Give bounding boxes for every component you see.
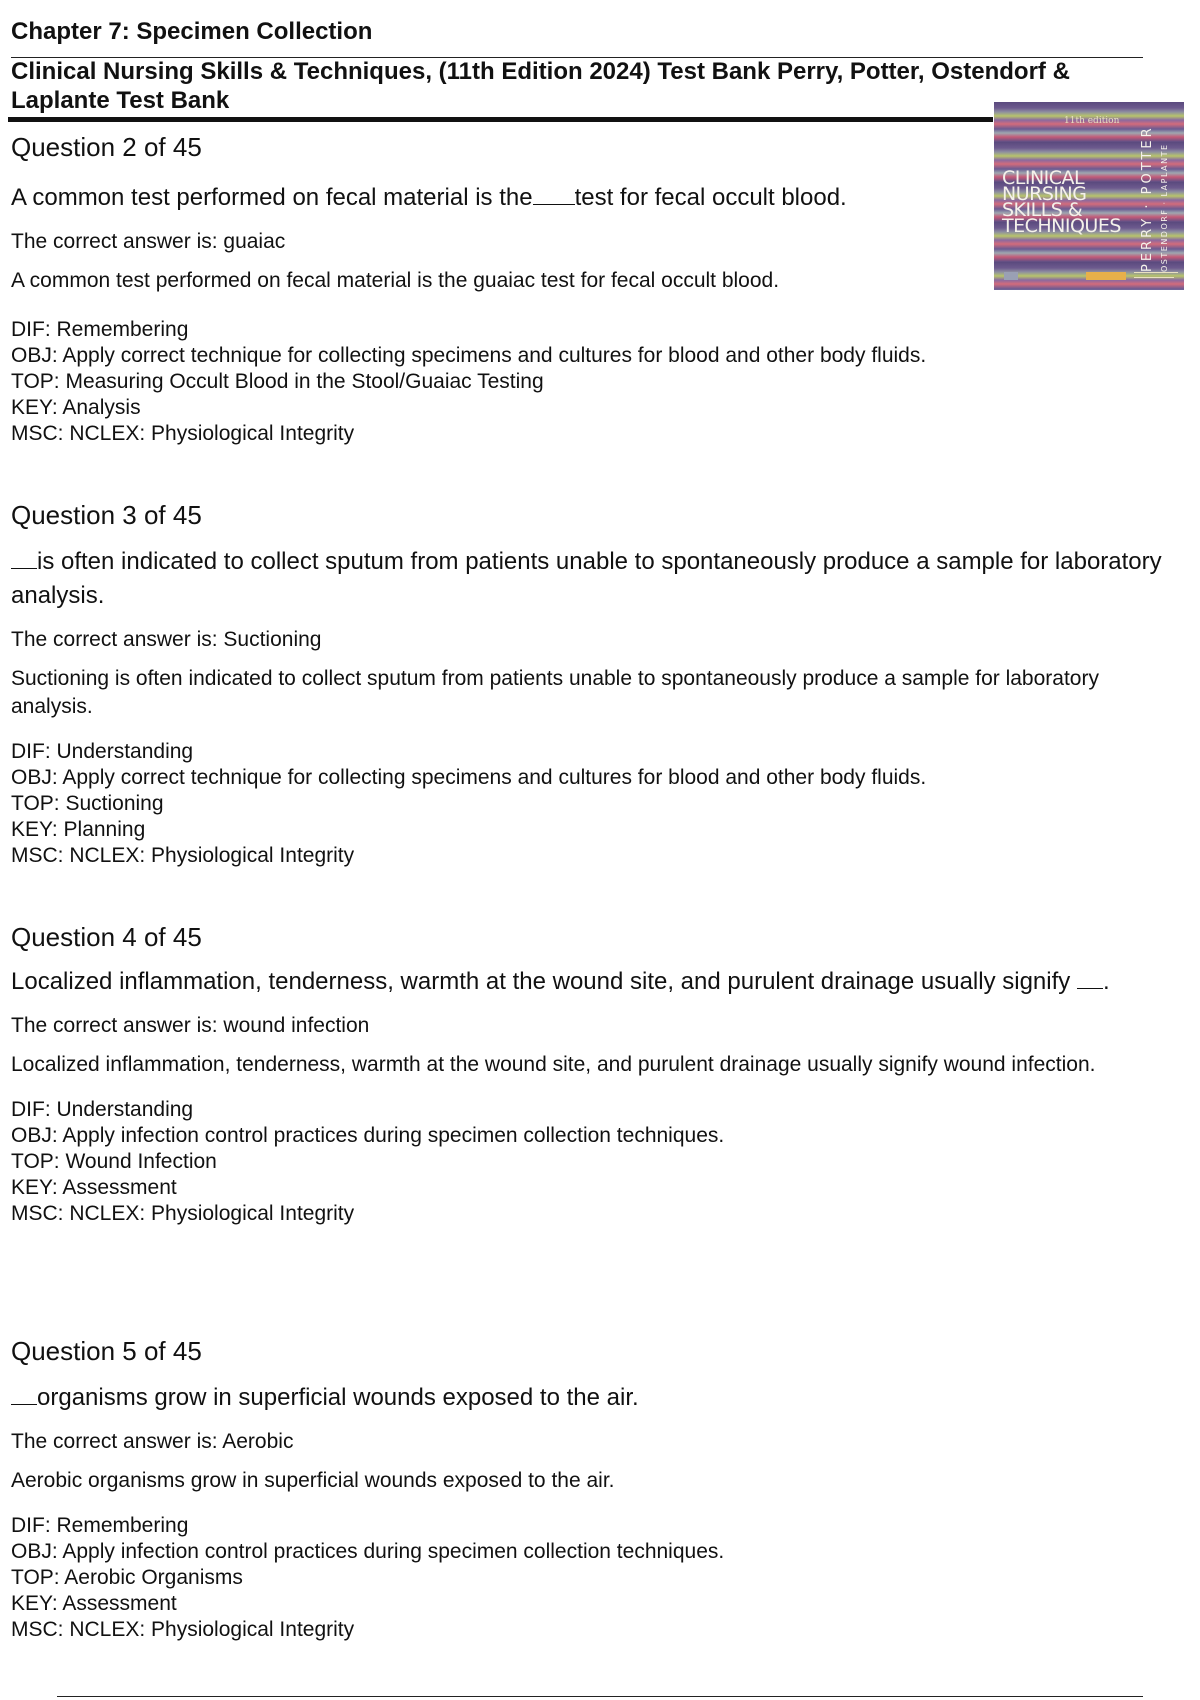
stem-text: organisms grow in superficial wounds exposed to the air.: [37, 1384, 639, 1411]
stem-text: is often indicated to collect sputum from patients unable to spontaneously produce a sample for laboratory analysis.: [11, 548, 1162, 609]
answer-blank: [533, 182, 575, 205]
rationale: Aerobic organisms grow in superficial wounds exposed to the air.: [11, 1469, 615, 1492]
question-stem: [11, 965, 1181, 999]
question-block: [11, 1336, 1181, 1643]
difficulty: DIF: Remembering: [11, 1514, 189, 1537]
key: KEY: Assessment: [11, 1176, 177, 1199]
topic: TOP: Wound Infection: [11, 1150, 217, 1173]
question-header: Question 4 of 45: [11, 922, 202, 952]
correct-answer: The correct answer is: Aerobic: [11, 1430, 294, 1453]
question-metadata: [11, 1097, 1181, 1227]
cover-edition: 11th edition: [1064, 116, 1120, 126]
cover-spine-coauthors: OSTENDORF · LAPLANTE: [1160, 143, 1169, 272]
question-metadata: [11, 739, 1181, 869]
cover-spine-authors: PERRY · POTTER: [1140, 125, 1155, 272]
key: KEY: Analysis: [11, 396, 141, 419]
objective: OBJ: Apply infection control practices during specimen collection techniques.: [11, 1540, 725, 1563]
question-header: Question 3 of 45: [11, 500, 202, 530]
rationale: Localized inflammation, tenderness, warmth at the wound site, and purulent drainage usually signify wound infection.: [11, 1053, 1096, 1076]
answer-blank: [11, 546, 37, 569]
msc: MSC: NCLEX: Physiological Integrity: [11, 844, 355, 867]
key: KEY: Planning: [11, 818, 146, 841]
topic: TOP: Measuring Occult Blood in the Stool/Guaiac Testing: [11, 370, 544, 393]
stem-text: .: [1102, 968, 1110, 995]
header-thick-rule: [8, 117, 993, 122]
answer-blank: [1077, 966, 1103, 989]
correct-answer: The correct answer is: Suctioning: [11, 628, 322, 651]
question-header: Question 5 of 45: [11, 1336, 202, 1366]
rationale: A common test performed on fecal material is the guaiac test for fecal occult blood.: [11, 269, 780, 292]
correct-answer: The correct answer is: wound infection: [11, 1014, 370, 1037]
difficulty: DIF: Understanding: [11, 1098, 194, 1121]
objective: OBJ: Apply infection control practices during specimen collection techniques.: [11, 1124, 725, 1147]
question-stem: [11, 545, 1181, 613]
question-metadata: [11, 1513, 1181, 1643]
footer-rule: [57, 1696, 1143, 1697]
stem-text: A common test performed on fecal material is the: [11, 184, 533, 211]
book-title: Clinical Nursing Skills & Techniques, (11th Edition 2024) Test Bank Perry, Potter, Ostendorf & Laplante Test Bank: [11, 58, 1070, 114]
msc: MSC: NCLEX: Physiological Integrity: [11, 1202, 355, 1225]
topic: TOP: Aerobic Organisms: [11, 1566, 243, 1589]
question-stem: [11, 181, 1181, 215]
question-block: [11, 132, 1181, 447]
cover-title: CLINICAL NURSING SKILLS & TECHNIQUES: [1002, 167, 1121, 237]
answer-blank: [11, 1382, 37, 1405]
objective: OBJ: Apply correct technique for collecting specimens and cultures for blood and other body fluids.: [11, 766, 927, 789]
question-header: Question 2 of 45: [11, 132, 202, 162]
topic: TOP: Suctioning: [11, 792, 164, 815]
question-stem: [11, 1381, 1181, 1415]
correct-answer: The correct answer is: guaiac: [11, 230, 286, 253]
msc: MSC: NCLEX: Physiological Integrity: [11, 422, 355, 445]
question-metadata: [11, 317, 1181, 447]
difficulty: DIF: Remembering: [11, 318, 189, 341]
objective: OBJ: Apply correct technique for collecting specimens and cultures for blood and other body fluids.: [11, 344, 927, 367]
question-block: [11, 500, 1181, 869]
msc: MSC: NCLEX: Physiological Integrity: [11, 1618, 355, 1641]
rationale: Suctioning is often indicated to collect sputum from patients unable to spontaneously produce a sample for laboratory analysis.: [11, 667, 1099, 718]
chapter-title: Chapter 7: Specimen Collection: [11, 18, 373, 45]
stem-text: test for fecal occult blood.: [574, 184, 847, 211]
question-block: [11, 922, 1181, 1227]
difficulty: DIF: Understanding: [11, 740, 194, 763]
stem-text: Localized inflammation, tenderness, warmth at the wound site, and purulent drainage usually signify: [11, 968, 1071, 995]
key: KEY: Assessment: [11, 1592, 177, 1615]
